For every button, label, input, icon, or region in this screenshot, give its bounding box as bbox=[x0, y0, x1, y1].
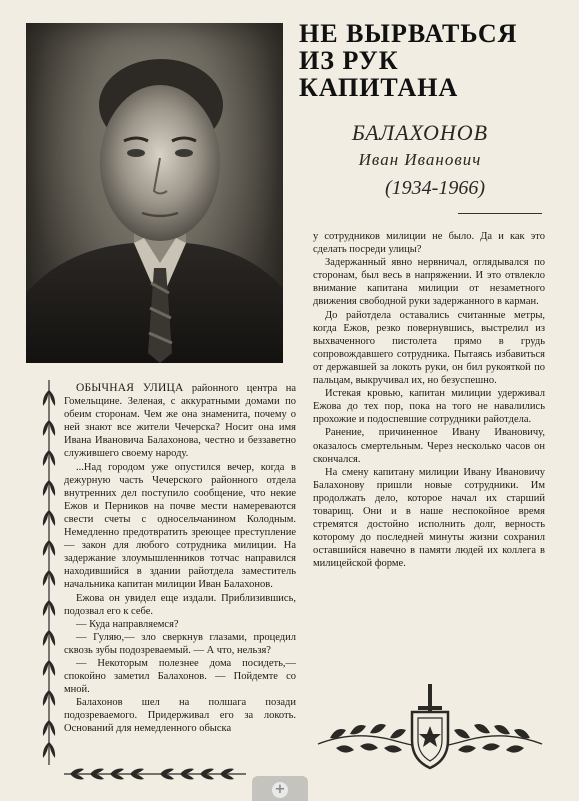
title-line-3: КАПИТАНА bbox=[299, 73, 459, 102]
paragraph-7: Балахонов шел на полшага позади подозреваемого. Придерживал его за локоть. Оснований для немедленного обыска bbox=[64, 697, 296, 735]
paragraph-5: — Гуляю,— зло сверкнув глазами, процедил сквозь зубы подозреваемый. — А что, нельзя? bbox=[64, 631, 296, 656]
laurel-ornament-horizontal bbox=[64, 766, 246, 782]
militia-emblem-icon bbox=[314, 682, 546, 770]
paragraph-13: На смену капитану милиции Ивану Ивановичу Балахонову пришли новые сотрудники. Им продолжать дело, которое начал их старший товарищ. Они и в наше неспокойное время стремятся достойно исполнить долг, верность которому до последней минуты жизни сохранил оставшийся навечно в памяти людей их коллега в милицейской форме. bbox=[313, 466, 545, 570]
article-column-right bbox=[313, 230, 545, 570]
paragraph-1-text: районного центра на Гомельщине. Зеленая, с аккуратными домами по обеим сторонам. Чем же она знаменита, почему о ней знают все жители Чечерска? Носит она имя Ивана Ивановича Балахонова, честно и беззаветно служившего своему народу. bbox=[64, 383, 296, 460]
paragraph-3: Ежова он увидел еще издали. Приблизившись, подозвал его к себе. bbox=[64, 592, 296, 617]
paragraph-6: — Некоторым полезнее дома посидеть,— спокойно заметил Балахонов. — Пойдемте со мной. bbox=[64, 657, 296, 696]
paragraph-12: Ранение, причиненное Ивану Ивановичу, оказалось смертельным. Через несколько часов он скончался. bbox=[313, 427, 545, 465]
caption-rule bbox=[458, 213, 542, 214]
paragraph-1 bbox=[64, 382, 296, 461]
article-column-left bbox=[64, 382, 296, 736]
paragraph-8: у сотрудников милиции не было. Да и как это сделать посреди улицы? bbox=[313, 231, 545, 256]
person-years: (1934-1966) bbox=[385, 177, 485, 199]
person-caption bbox=[300, 120, 540, 202]
zoom-in-icon[interactable]: + bbox=[272, 782, 288, 798]
title-line-2: ИЗ РУК bbox=[299, 46, 399, 75]
laurel-ornament-vertical bbox=[40, 380, 58, 765]
paragraph-10: До райотдела оставались считанные метры, когда Ежов, резко повернувшись, выстрелил из выхваченного пистолета прямо в грудь сопровождавшего сотрудника. Пытаясь избавиться от державшей за локоть руки, он бил рукояткой по пальцам, выкручивал их, но безуспешно. bbox=[313, 309, 545, 387]
paragraph-4: — Куда направляемся? bbox=[76, 618, 179, 630]
paragraph-2: ...Над городом уже опустился вечер, когда в дежурную часть Чечерского районного отдела внутренних дел поступило сообщение, что некие Ежов и Перников на почве мести намереваются свести счеты с односельчанином Колодным. Немедленно предотвратить зреющее преступление — закон для любого сотрудника милиции. На задержание злоумышленников тотчас направился находившийся в здании райотдела заместитель начальника капитан милиции Иван Балахонов. bbox=[64, 461, 296, 591]
person-given-name: Иван Иванович bbox=[358, 150, 482, 169]
zoom-button[interactable] bbox=[252, 776, 308, 801]
title-line-1: НЕ ВЫРВАТЬСЯ bbox=[299, 19, 518, 48]
paragraph-9: Задержанный явно нервничал, оглядывался по сторонам, был весь в напряжении. И это отвлекло внимание капитана милиции от незаметного движения свободной руки задержанного в карман. bbox=[313, 257, 545, 308]
paragraph-11: Истекая кровью, капитан милиции удерживал Ежова до тех пор, пока на того не навалились прохожие и подоспевшие сотрудники райотдела. bbox=[313, 388, 545, 426]
article-title bbox=[299, 20, 559, 101]
lead-in-caps: ОБЫЧНАЯ УЛИЦА bbox=[76, 382, 184, 394]
portrait-photo bbox=[26, 23, 283, 363]
person-surname: БАЛАХОНОВ bbox=[351, 120, 489, 145]
